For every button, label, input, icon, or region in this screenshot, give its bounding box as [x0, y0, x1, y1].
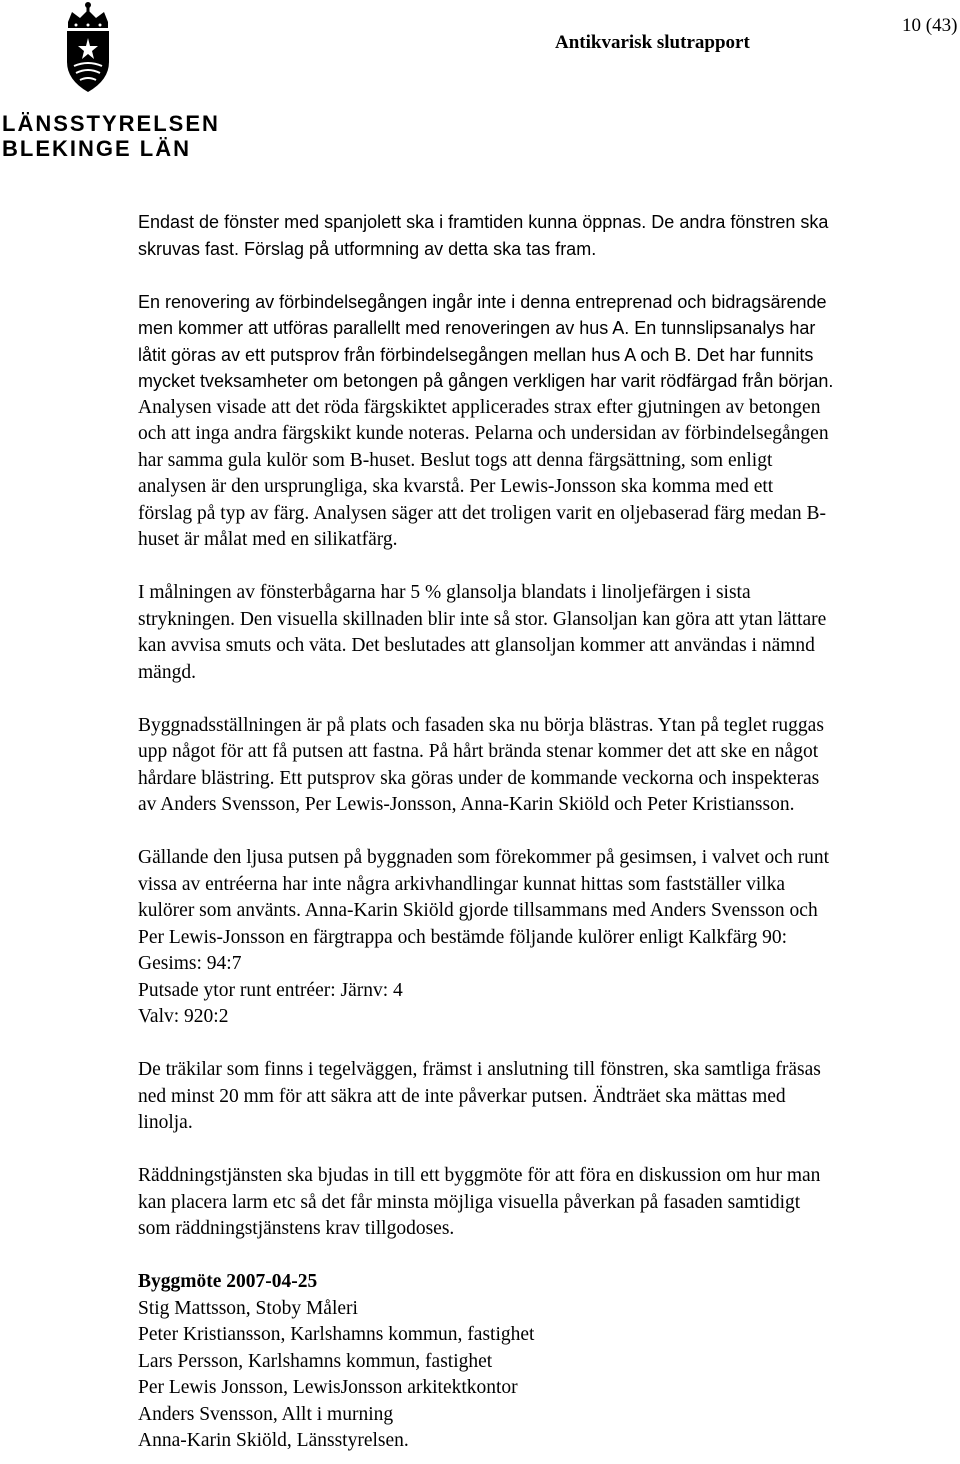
- paragraph-wooden-wedges: [138, 1057, 960, 1137]
- text-line: kulörer som använts. Anna-Karin Skiöld gjorde tillsammans med Anders Svensson och: [138, 900, 818, 921]
- attendee-item: Anders Svensson, Allt i murning: [138, 1403, 394, 1425]
- text-line: vissa av entréerna har inte några arkivhandlingar kunnat hittas som fastställer vilka: [138, 873, 786, 895]
- paragraph-rescue-service: [138, 1163, 960, 1243]
- attendee-item: Anna-Karin Skiöld, Länsstyrelsen.: [138, 1430, 409, 1451]
- paragraph-window-paint: [138, 580, 960, 686]
- lansstyrelsen-logo: [0, 0, 220, 170]
- paragraph-windows: [138, 209, 960, 262]
- text-line: Valv: 920:2: [138, 1006, 229, 1027]
- text-line: I målningen av fönsterbågarna har 5 % glansolja blandats i linoljefärgen i sista: [138, 582, 751, 603]
- meeting-heading: Byggmöte 2007-04-25: [138, 1271, 318, 1292]
- text-line: har samma gula kulör som B-huset. Beslut togs att denna färgsättning, som enligt: [138, 449, 773, 471]
- text-line: Gesims: 94:7: [138, 953, 242, 974]
- text-line: kan placera larm etc så det får minsta möjliga visuella påverkan på fasaden samtidigt: [138, 1191, 801, 1213]
- text-line: skruvas fast. Förslag på utformning av detta ska tas fram.: [138, 238, 597, 259]
- meeting-section: [138, 1269, 960, 1455]
- text-line: som räddningstjänstens krav tillgodoses.: [138, 1218, 455, 1239]
- document-body: [138, 209, 960, 1455]
- text-line: upp något för att få putsen att fastna. På hårt brända stenar kommer det att ske en något: [138, 741, 819, 762]
- logo-text-line-1: LÄNSSTYRELSEN: [2, 111, 220, 136]
- paragraph-plaster-colours: [138, 845, 960, 1031]
- text-line: ned minst 20 mm för att säkra att de inte påverkar putsen. Ändträet ska mättas med: [138, 1085, 786, 1107]
- text-line: kan avvisa smuts och väta. Det beslutades att glansoljan kommer att användas i nämnd: [138, 635, 815, 656]
- text-line: Putsade ytor runt entréer: Järnv: 4: [138, 979, 403, 1001]
- paragraph-scaffolding: [138, 713, 960, 819]
- text-line: men kommer att utföras parallellt med renoveringen av hus A. En tunnslipsanalys har: [138, 318, 816, 338]
- text-line: låtit göras av ett putsprov från förbindelsegången mellan hus A och B. Det har funnits: [138, 344, 814, 365]
- attendee-item: Per Lewis Jonsson, LewisJonsson arkitektkontor: [138, 1377, 518, 1398]
- text-line: [138, 421, 960, 448]
- text-line: Analysen visade att det röda färgskiktet applicerades strax efter gjutningen av betongen: [138, 396, 821, 418]
- crown-crest-icon: [58, 0, 118, 100]
- text-line: huset är målat med en silikatfärg.: [138, 529, 398, 550]
- text-line: Byggnadsställningen är på plats och fasaden ska nu börja blästras. Ytan på teglet ruggas: [138, 714, 824, 736]
- text-line: analysen är den ursprungliga, ska kvarstå. Per Lewis-Jonsson ska komma med ett: [138, 476, 774, 497]
- text-line: förslag på typ av färg. Analysen säger att det troligen varit en oljebaserad färg medan B-: [138, 502, 827, 524]
- text-line: Räddningstjänsten ska bjudas in till ett byggmöte för att föra en diskussion om hur man: [138, 1165, 821, 1186]
- text-line: Per Lewis-Jonsson en färgtrappa och bestämde följande kulörer enligt Kalkfärg 90:: [138, 926, 788, 948]
- text-line: mängd.: [138, 661, 196, 683]
- text-line: linolja.: [138, 1112, 193, 1133]
- attendee-item: Peter Kristiansson, Karlshamns kommun, fastighet: [138, 1324, 535, 1345]
- page-number: 10 (43): [902, 15, 958, 36]
- attendee-item: Stig Mattsson, Stoby Måleri: [138, 1297, 358, 1319]
- logo-text-line-2: BLEKINGE LÄN: [2, 136, 191, 161]
- text-segment: och att inga andra färgskikt kunde noteras.: [138, 423, 470, 444]
- document-title: Antikvarisk slutrapport: [555, 32, 750, 53]
- text-line: mycket tveksamheter om betongen på gången verkligen har varit rödfärgad från början.: [138, 371, 834, 391]
- text-line: De träkilar som finns i tegelväggen, främst i anslutning till fönstren, ska samtliga fräsas: [138, 1059, 821, 1080]
- text-line: En renovering av förbindelsegången ingår inte i denna entreprenad och bidragsärende: [138, 291, 827, 312]
- text-line: av Anders Svensson, Per Lewis-Jonsson, Anna-Karin Skiöld och Peter Kristiansson.: [138, 794, 795, 815]
- text-line: Gällande den ljusa putsen på byggnaden som förekommer på gesimsen, i valvet och runt: [138, 847, 829, 868]
- paragraph-connecting-passage: [138, 289, 960, 554]
- text-line: hårdare blästring. Ett putsprov ska göras under de kommande veckorna och inspekteras: [138, 767, 820, 789]
- text-line: Endast de fönster med spanjolett ska i framtiden kunna öppnas. De andra fönstren ska: [138, 212, 829, 232]
- attendee-item: Lars Persson, Karlshamns kommun, fastighet: [138, 1350, 493, 1372]
- text-line: strykningen. Den visuella skillnaden blir inte så stor. Glansoljan kan göra att ytan lättare: [138, 608, 827, 630]
- text-segment: Pelarna och undersidan av förbindelsegången: [469, 423, 829, 444]
